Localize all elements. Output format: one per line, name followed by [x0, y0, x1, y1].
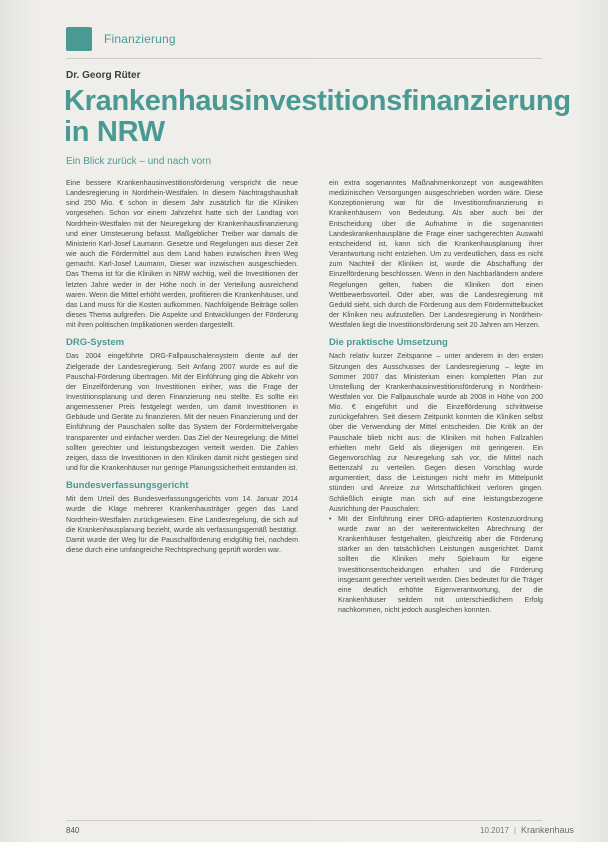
footer-separator: | [513, 825, 516, 835]
intro-paragraph: Eine bessere Krankenhausinvestitionsförderung verspricht die neue Landesregierung in Nordrhein-Westfalen. In diesem Nachtragshaushalt sind 250 Mio. € schon in diesem Jahr zusätzlich für die Kliniken vorgesehen. Schon vor einem Jahrzehnt hatte sich der Landtag von Nordrhein-Westfalen mit der Neuregelung der Krankenhausfinanzierung und einer Umsteuerung befasst. Maßgeblicher Treiber war damals die Ministerin Karl-Josef Laumann. Gesetze und Regelungen aus dieser Zeit wie auch die Fördermittel aus dem Land haben inzwischen ihren Weg gemacht. Karl-Josef Laumann, Dieser war inzwischen ausgeschieden. Das Thema ist für die Kliniken in NRW wichtig, weil die Investitionen der letzten Jahre weder in der Höhe noch in der Verteilung ausreichend waren. Wenn die Mittel erhöht werden, profitieren die Krankenhäuser, und das Land muss für die Kosten aufkommen. Nachfolgende Beiträge sollen dieses Thema aufgreifen. Die Aspekte und Entwicklungen der Förderung mit ihren politischen Implikationen werden dargestellt. [66, 179, 298, 330]
article-subtitle: Ein Blick zurück – und nach vorn [66, 156, 212, 167]
section-text-implementation: Nach relativ kurzer Zeitspanne – unter anderem in den ersten Sitzungen des Ausschusses der Landesregierung – legte im Sommer 2007 das Ministerium einen kompletten Plan zur Umstellung der Krankenhausinvestitionsförderung in Nordrhein-Westfalen vor. Die Fallpauschale wurde ab 2008 in Höhe von 200 Mio. € eingeführt und die Einzelförderung schrittweise zurückgefahren. Seit diesem Zeitpunkt konnten die Kliniken selbst über die Verwendung der Mittel entscheiden. Die Kritik an der Pauschale blieb nicht aus: die Kliniken mit hohen Fallzahlen erhielten mehr Geld als diejenigen mit geringeren. Ein Gegenvorschlag zur Neuregelung sah vor, die Mittel nach Bettenzahl zu verteilen. Gegen diesen Vorschlag wurde argumentiert, dass die Leistungen nicht mehr im Mittelpunkt stünden und Anreize zur Wirtschaftlichkeit verloren gingen. Schließlich einigte man sich auf eine leistungsbezogene Ausrichtung der Pauschalen: [329, 352, 543, 513]
section-heading-implementation: Die praktische Umsetzung [329, 337, 448, 349]
right-column [329, 178, 543, 615]
bullet-item: • Mit der Einführung einer DRG-adaptierten Kostenzuordnung wurde zwar an der weiterentwickelten Abrechnung der Krankenhäuser festgehalten, gleichzeitig aber die Förderung stärker an den tatsächlichen Leistungen ausgerichtet. Damit sollten die Kliniken mehr Spielraum für eigene Investitionsentscheidungen erhalten und die Förderung insgesamt gerechter verteilt werden. Dies bedeutet für die Träger eine deutlich erhöhte Eigenverantwortung, der die Krankenhäuser seitdem mit unterschiedlichem Erfolg nachkommen, nicht jedoch ausgleichen konnten. [329, 514, 543, 616]
issue-date: 10.2017 [480, 825, 509, 835]
header-divider [66, 58, 542, 59]
footer-publication [480, 825, 574, 835]
article-title: Krankenhausinvestitionsfinanzierung in NRW [64, 85, 571, 148]
section-heading-drg: DRG-System [66, 337, 125, 349]
footer-divider [66, 820, 542, 821]
rubric-header [66, 27, 176, 51]
author-name: Dr. Georg Rüter [66, 70, 141, 81]
continuation-paragraph: ein extra sogenanntes Maßnahmenkonzept von ausgewählten medizinischen Versorgungen ausgeschrieben worden wäre. Diese Konzeptionierung war für die Investitionsfinanzierung in Krankenhäusern von Bedeutung. Als aber auch bei der Entscheidung über die Aufnahme in die sogenannten Landeskrankenhauspläne die Frage einer sachgerechten Auswahl entscheidend ist, kann sich die Krankenhausplanung ihrer Verantwortung nicht entziehen. Um zu verdeutlichen, dass es nicht zum Nachteil der Kliniken ist, wurde die Abschaffung der Einzelförderung beschlossen. Wenn in den Nachbarländern andere Regelungen gelten, haben die Kliniken dort einen Wettbewerbsvorteil. Oder aber, was die Landesregierung mit Geduld sieht, sich durch die Förderung aus dem Fördermittelbucket der Kliniken neu aufzustellen. Der Landesregierung in Nordrhein-Westfalen liegt die Investitionsförderung seit 20 Jahren am Herzen. [329, 179, 543, 330]
section-text-drg: Das 2004 eingeführte DRG-Fallpauschalensystem diente auf der Zielgerade der Landesregierung. Seit Anfang 2007 wurde es auf die Pauschal-Förderung übertragen. Mit der Einführung ging die Abkehr von der Einzelförderung von Investitionen einher, was die Frage der Investitionsplanung und deren Finanzierung neu stellte. Es sollte ein angemessener Preis festgelegt werden, um damit Investitionen in Gebäude und Geräte zu finanzieren. Mit der neuen Finanzierung und der Einführung der Pauschalen sollte das System der Fördermittelvergabe transparenter und einfacher werden. Das Ziel der Neuregelung: die Mittel sollten gerechter und leistungsbezogen verteilt werden. Die Zahlen zeigen, dass die Investitionen in den Kliniken damit nicht gestiegen sind und für die Krankenhäuser nur geringe Planungssicherheit entstanden ist. [66, 352, 298, 473]
section-heading-court: Bundesverfassungsgericht [66, 480, 189, 492]
page-number: 840 [66, 826, 80, 835]
bullet-list [329, 514, 543, 616]
rubric-color-block [66, 27, 92, 51]
rubric-label: Finanzierung [104, 32, 176, 46]
section-text-court: Mit dem Urteil des Bundesverfassungsgerichts vom 14. Januar 2014 wurde die Klage mehrerer Krankenhausträger gegen das Land Nordrhein-Westfalen zurückgewiesen. Eine Landesregelung, die sich auf die Krankenhausplanung bezieht, wurde als verfassungsgemäß bestätigt. Damit wurde der Weg für die Pauschalförderung endgültig frei, nachdem diese durch eine umfangreiche Rechtsprechung geprüft worden war. [66, 495, 298, 554]
left-column [66, 178, 298, 555]
magazine-brand: Krankenhaus [521, 825, 575, 835]
